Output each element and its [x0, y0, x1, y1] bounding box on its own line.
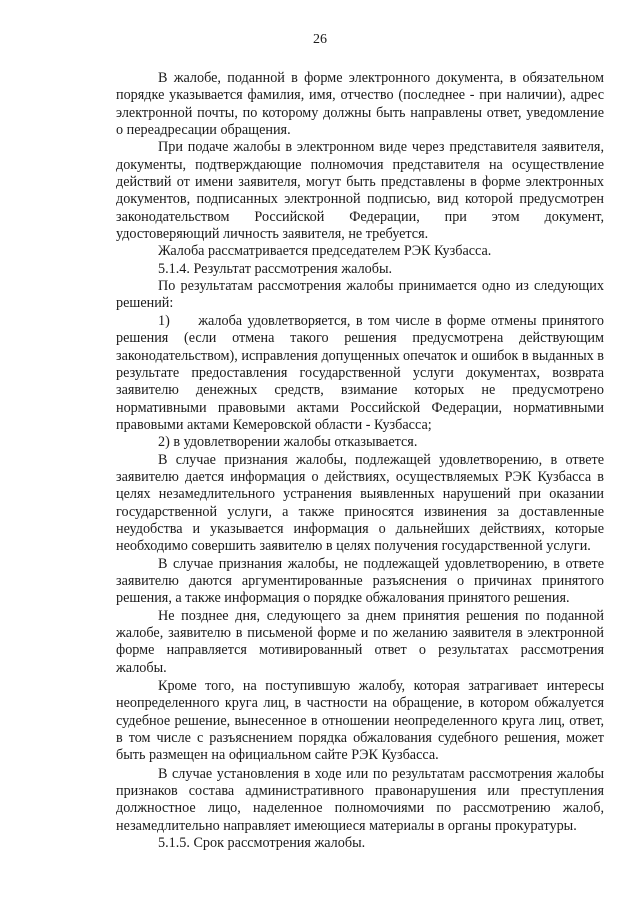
paragraph-prosecution: В случае установления в ходе или по результатам рассмотрения жалобы признаков состава административного правонарушения или преступления должностное лицо, наделенное полномочиями по рассмотрению жалоб, незамедлительно направляет имеющиеся материалы в органы прокуратуры. — [116, 765, 604, 834]
paragraph-chairman: Жалоба рассматривается председателем РЭК Кузбасса. — [158, 243, 492, 260]
paragraph-indefinite-circle: Кроме того, на поступившую жалобу, которая затрагивает интересы неопределенного круга лиц, в частности на обращение, в котором обжалуется судебное решение, вынесенное в отношении неопределенного круга лиц, ответ, в том числе с разъяснением порядка обжалования судебного решения, может быть размещен на официальном сайте РЭК Кузбасса. — [116, 678, 604, 764]
paragraph-satisfied-response: В случае признания жалобы, подлежащей удовлетворению, в ответе заявителю дается информация о действиях, осуществляемых РЭК Кузбасса в целях незамедлительного устранения выявленных нарушений при оказании государственной услуги, а также приносятся извинения за доставленные неудобства и указывается информация о дальнейших действиях, которые необходимо совершить заявителю в целях получения государственной услуги. — [116, 451, 604, 555]
paragraph-response-deadline: Не позднее дня, следующего за днем принятия решения по поданной жалобе, заявителю в письменой форме и по желанию заявителя в электронной форме направляется мотивированный ответ о результатах рассмотрения жалобы. — [116, 607, 604, 676]
list-item-complaint-rejected: 2) в удовлетворении жалобы отказывается. — [158, 434, 418, 451]
section-heading-5-1-4: 5.1.4. Результат рассмотрения жалобы. — [158, 260, 393, 277]
paragraph-representative: При подаче жалобы в электронном виде через представителя заявителя, документы, подтверждающие полномочия представителя на осуществление действий от имени заявителя, могут быть представлены в форме электронных документов, подписанных электронной подписью, вид которой предусмотрен законодательством Российской Федерации, при этом документ, удостоверяющий личность заявителя, не требуется. — [116, 139, 604, 243]
list-item-complaint-satisfied: 1) жалоба удовлетворяется, в том числе в форме отмены принятого решения (если отмена такого решения предусмотрена действующим законодательством), исправления допущенных опечаток и ошибок в выданных в результате предоставления государственной услуги документах, возврата заявителю денежных средств, взимание которых не предусмотрено нормативными правовыми актами Российской Федерации, нормативными правовыми актами Кемеровской области - Кузбасса; — [116, 312, 604, 433]
section-heading-5-1-5: 5.1.5. Срок рассмотрения жалобы. — [158, 835, 366, 852]
paragraph-electronic-complaint: В жалобе, поданной в форме электронного документа, в обязательном порядке указывается фамилия, имя, отчество (последнее - при наличии), адрес электронной почты, по которому должны быть направлены ответ, уведомление о переадресации обращения. — [116, 70, 604, 139]
document-body — [116, 70, 604, 852]
paragraph-decisions-intro: По результатам рассмотрения жалобы принимается одно из следующих решений: — [116, 278, 604, 312]
page-number: 26 — [313, 32, 327, 47]
paragraph-rejected-response: В случае признания жалобы, не подлежащей удовлетворению, в ответе заявителю даются аргументированные разъяснения о причинах принятого решения, а также информация о порядке обжалования принятого решения. — [116, 555, 604, 607]
